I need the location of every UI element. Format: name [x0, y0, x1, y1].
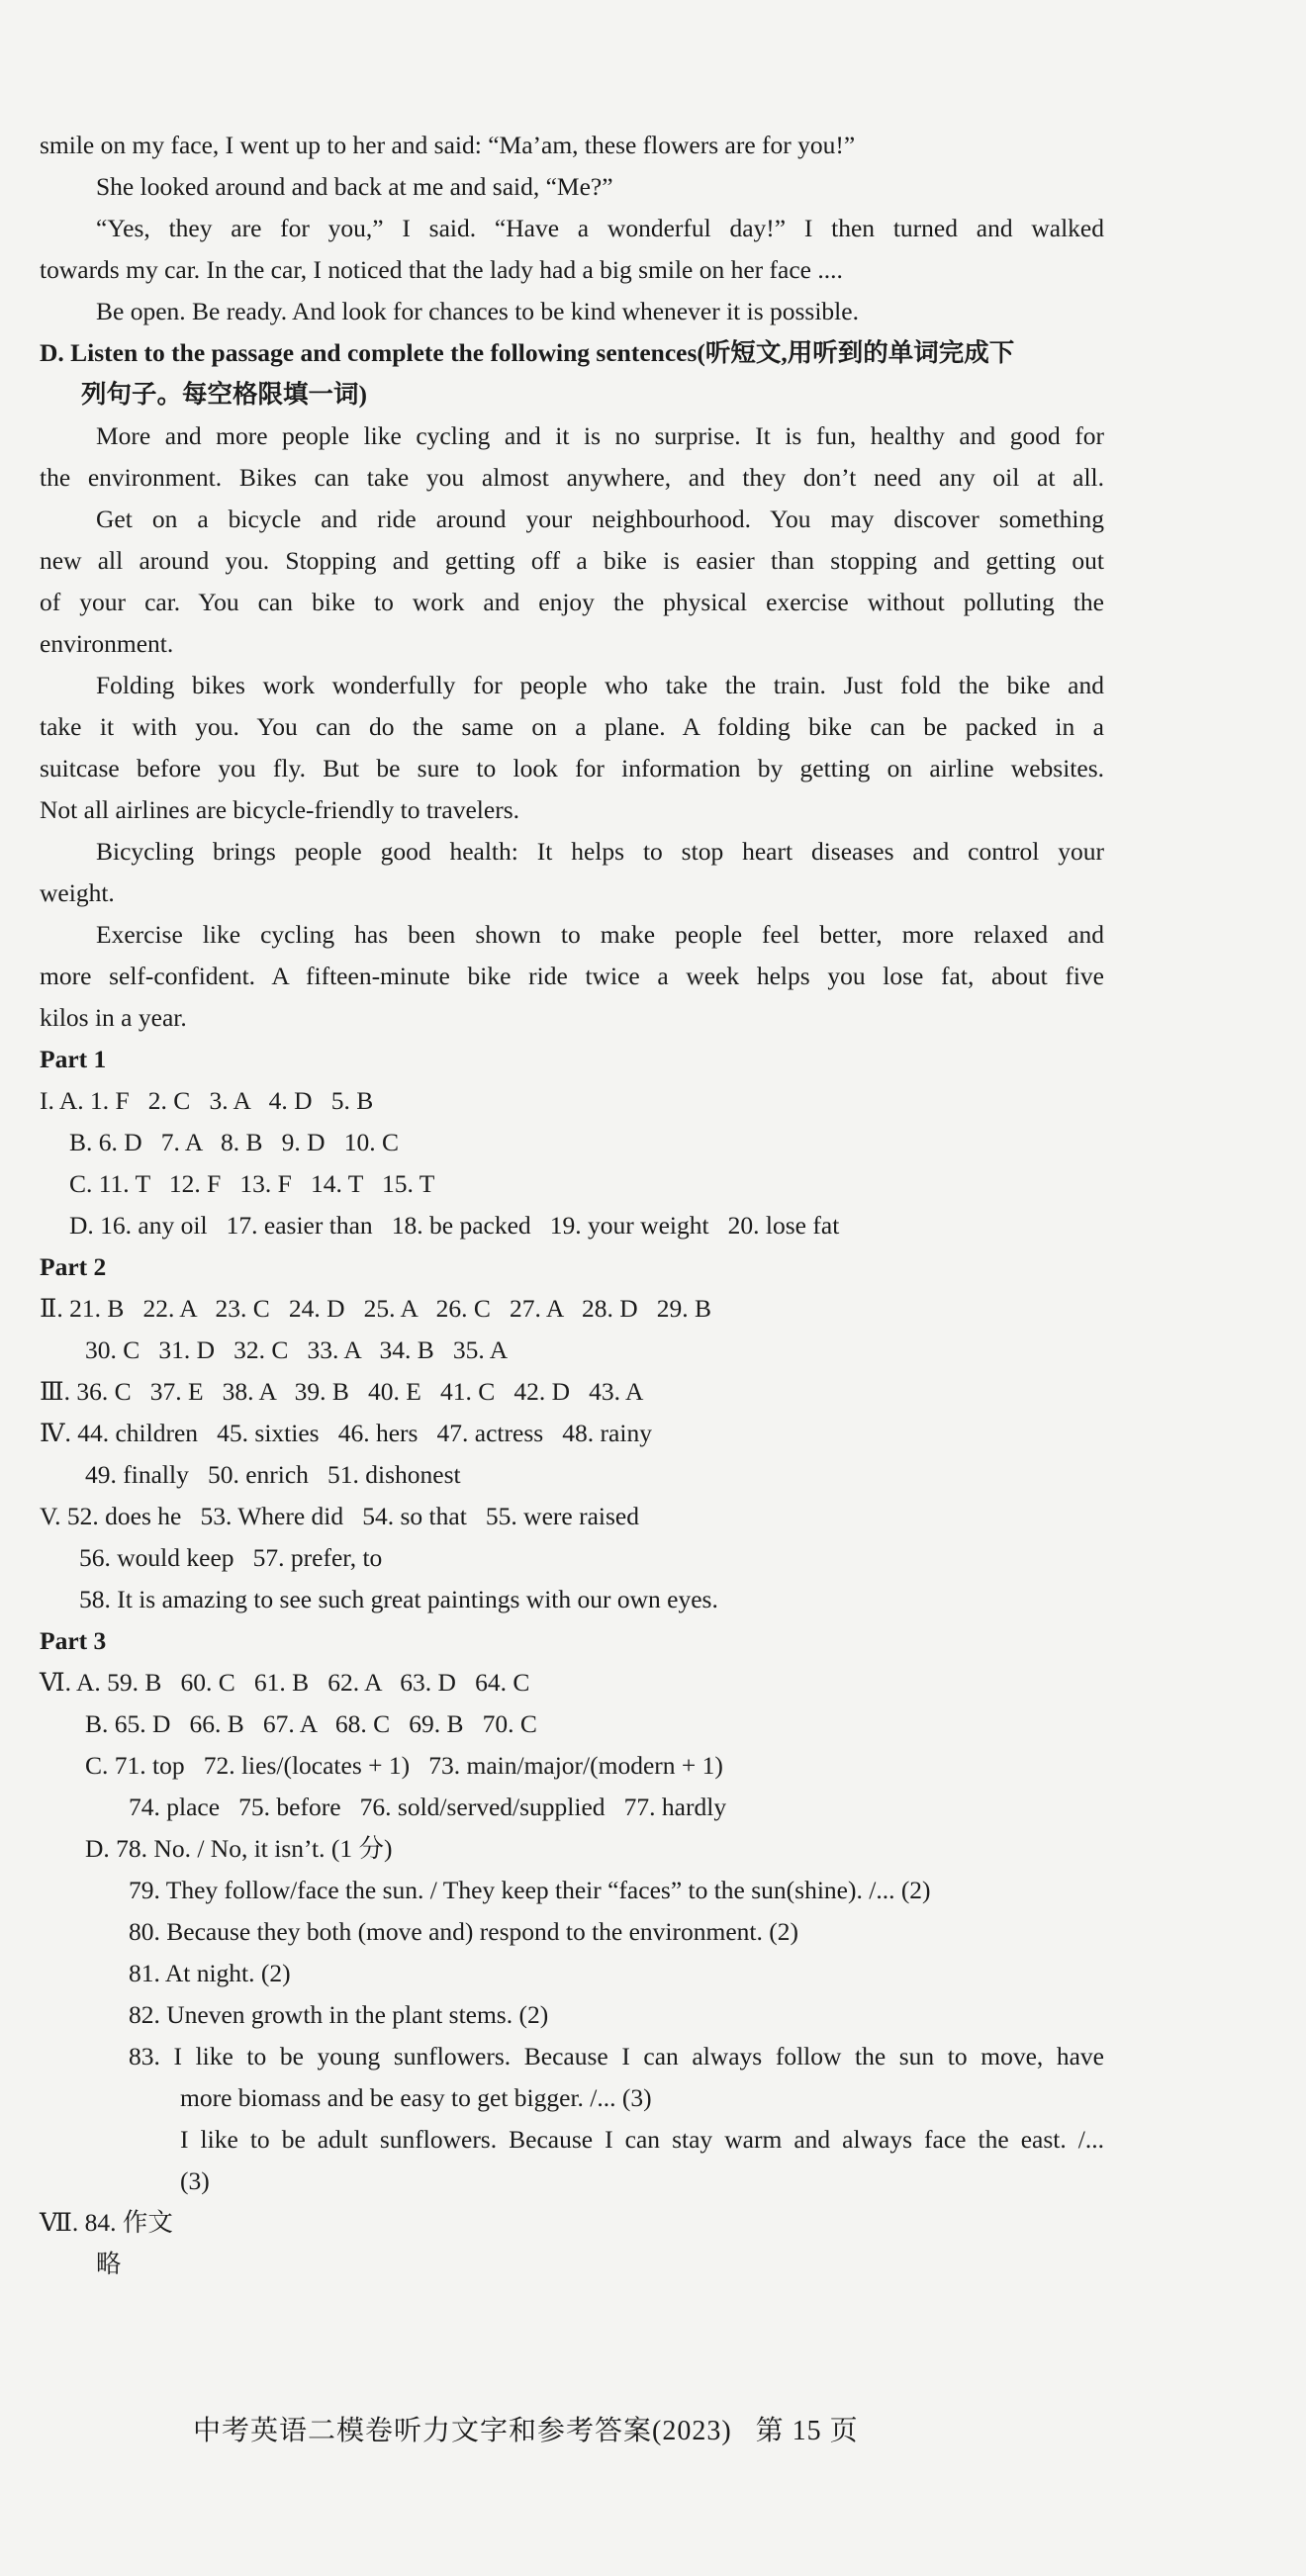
passage-line: More and more people like cycling and it is no surprise. It is fun, healthy and good for: [96, 421, 1104, 450]
passage-line: kilos in a year.: [40, 1003, 187, 1032]
passage-line: new all around you. Stopping and getting off a bike is easier than stopping and getting out: [40, 546, 1104, 575]
answer-line: 略: [96, 2250, 122, 2278]
answer-line: 83. I like to be young sunflowers. Because I can always follow the sun to move, have: [129, 2042, 1104, 2070]
story-line: She looked around and back at me and said, “Me?”: [96, 172, 613, 201]
passage-line: take it with you. You can do the same on a plane. A folding bike can be packed in a: [40, 712, 1104, 741]
story-line: towards my car. In the car, I noticed that the lady had a big smile on her face ....: [40, 255, 843, 284]
section-d-heading-en: D. Listen to the passage and complete the following sentences: [40, 338, 698, 367]
passage-line: the environment. Bikes can take you almost anywhere, and they don’t need any oil at all.: [40, 463, 1104, 492]
page-footer: 中考英语二模卷听力文字和参考答案(2023) 第 15 页: [193, 2416, 859, 2446]
passage-line: suitcase before you fly. But be sure to look for information by getting on airline websites.: [40, 754, 1104, 782]
passage-line: weight.: [40, 878, 115, 907]
passage-line: Get on a bicycle and ride around your neighbourhood. You may discover something: [96, 505, 1104, 533]
answer-line: 30. C 31. D 32. C 33. A 34. B 35. A: [85, 1335, 509, 1364]
passage-line: Folding bikes work wonderfully for people who take the train. Just fold the bike and: [96, 671, 1104, 699]
answer-line: 81. At night. (2): [129, 1959, 291, 1987]
answer-line: B. 65. D 66. B 67. A 68. C 69. B 70. C: [85, 1709, 537, 1738]
answer-line: I like to be adult sunflowers. Because I can stay warm and always face the east. /...: [180, 2125, 1104, 2154]
passage-line: Not all airlines are bicycle-friendly to travelers.: [40, 795, 519, 824]
part3-title: Part 3: [40, 1626, 107, 1655]
story-line: Be open. Be ready. And look for chances to be kind whenever it is possible.: [96, 297, 859, 325]
answer-line: Ⅱ. 21. B 22. A 23. C 24. D 25. A 26. C 27. A 28. D 29. B: [40, 1294, 711, 1323]
answer-line: 80. Because they both (move and) respond to the environment. (2): [129, 1917, 798, 1946]
answer-line: Ⅵ. A. 59. B 60. C 61. B 62. A 63. D 64. C: [40, 1668, 530, 1697]
answer-line: 79. They follow/face the sun. / They keep their “faces” to the sun(shine). /... (2): [129, 1876, 931, 1904]
passage-line: Exercise like cycling has been shown to make people feel better, more relaxed and: [96, 920, 1104, 949]
answer-line: Ⅳ. 44. children 45. sixties 46. hers 47. actress 48. rainy: [40, 1419, 652, 1447]
part2-title: Part 2: [40, 1252, 107, 1281]
answer-line: 82. Uneven growth in the plant stems. (2): [129, 2000, 549, 2029]
answer-line: V. 52. does he 53. Where did 54. so that 55. were raised: [40, 1502, 639, 1530]
answer-line: 58. It is amazing to see such great paintings with our own eyes.: [79, 1585, 718, 1613]
answer-line: D. 78. No. / No, it isn’t. (1 分): [85, 1834, 393, 1863]
answer-line: D. 16. any oil 17. easier than 18. be packed 19. your weight 20. lose fat: [69, 1211, 840, 1240]
answer-line: I. A. 1. F 2. C 3. A 4. D 5. B: [40, 1086, 374, 1115]
passage-line: of your car. You can bike to work and enjoy the physical exercise without polluting the: [40, 588, 1104, 616]
story-line: smile on my face, I went up to her and said: “Ma’am, these flowers are for you!”: [40, 131, 856, 159]
section-d-heading-cn: (听短文,用听到的单词完成下: [697, 338, 1015, 367]
passage-line: more self-confident. A fifteen-minute bike ride twice a week helps you lose fat, about five: [40, 962, 1104, 990]
answer-line: Ⅶ. 84. 作文: [40, 2208, 173, 2237]
answer-line: Ⅲ. 36. C 37. E 38. A 39. B 40. E 41. C 42. D 43. A: [40, 1377, 644, 1406]
answer-line: 74. place 75. before 76. sold/served/supplied 77. hardly: [129, 1793, 727, 1821]
answer-line: 56. would keep 57. prefer, to: [79, 1543, 383, 1572]
passage-line: environment.: [40, 629, 174, 658]
answer-line: C. 71. top 72. lies/(locates + 1) 73. main/major/(modern + 1): [85, 1751, 723, 1780]
answer-line: (3): [180, 2166, 210, 2195]
answer-line: B. 6. D 7. A 8. B 9. D 10. C: [69, 1128, 399, 1156]
story-line: “Yes, they are for you,” I said. “Have a wonderful day!” I then turned and walked: [96, 214, 1104, 242]
section-d-heading: [40, 336, 1014, 370]
answer-line: 49. finally 50. enrich 51. dishonest: [85, 1460, 461, 1489]
answer-line: C. 11. T 12. F 13. F 14. T 15. T: [69, 1169, 435, 1198]
passage-line: Bicycling brings people good health: It helps to stop heart diseases and control your: [96, 837, 1104, 866]
answer-line: more biomass and be easy to get bigger. /... (3): [180, 2083, 652, 2112]
part1-title: Part 1: [40, 1045, 107, 1073]
section-d-heading-cn-cont: 列句子。每空格限填一词): [81, 380, 367, 409]
